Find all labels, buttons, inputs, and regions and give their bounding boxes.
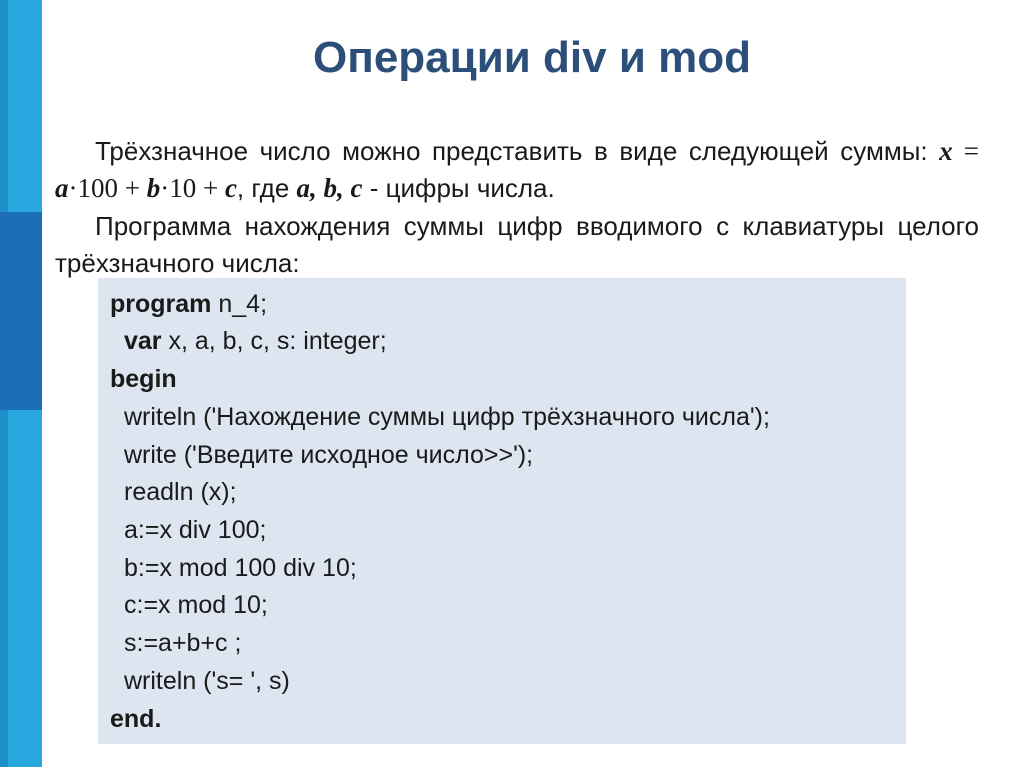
formula-x: x bbox=[939, 136, 953, 166]
code-keyword-var: var bbox=[124, 327, 162, 355]
code-line-11: writeln ('s= ', s) bbox=[124, 667, 290, 695]
formula-c: c bbox=[224, 173, 237, 203]
para1-text-after: - цифры числа. bbox=[362, 173, 555, 203]
code-line-1 bbox=[110, 289, 267, 319]
formula-mul1: ·100 + bbox=[68, 173, 147, 203]
code-line-3 bbox=[110, 364, 177, 394]
code-line-7: a:=x div 100; bbox=[124, 516, 267, 544]
left-accent-block bbox=[0, 212, 42, 410]
code-line-2 bbox=[124, 326, 387, 356]
para1-vars-text: a, b, c bbox=[296, 173, 363, 203]
para1-vars bbox=[297, 173, 363, 203]
para2-text: Программа нахождения суммы цифр вводимого с клавиатуры целого трёхзначного числа: bbox=[55, 211, 979, 278]
code-keyword-program: program bbox=[110, 290, 212, 318]
formula-mul2: ·10 + bbox=[160, 173, 225, 203]
slide-title: Операции div и mod bbox=[313, 33, 751, 82]
para1-text-mid: , где bbox=[236, 173, 297, 203]
formula-b: b bbox=[146, 173, 161, 203]
formula-eq: = bbox=[952, 136, 979, 166]
para1-text-before: Трёхзначное число можно представить в виде следующей суммы: bbox=[95, 136, 940, 166]
code-line-8: b:=x mod 100 div 10; bbox=[124, 554, 357, 582]
code-line-9: c:=x mod 10; bbox=[124, 591, 268, 619]
code-keyword-begin: begin bbox=[110, 365, 177, 393]
paragraph-program-intro bbox=[55, 208, 979, 282]
paragraph-number-representation bbox=[55, 133, 979, 207]
code-line-1-rest: n_4; bbox=[211, 290, 268, 318]
code-line-10: s:=a+b+c ; bbox=[124, 629, 242, 657]
formula-a: a bbox=[55, 173, 69, 203]
code-keyword-end: end. bbox=[110, 705, 162, 733]
code-line-4: writeln ('Нахождение суммы цифр трёхзначного числа'); bbox=[124, 403, 770, 431]
code-line-6: readln (x); bbox=[124, 478, 237, 506]
code-line-12 bbox=[110, 704, 161, 734]
code-line-2-rest: x, a, b, c, s: integer; bbox=[161, 327, 387, 355]
code-line-5: write ('Введите исходное число>>'); bbox=[124, 441, 534, 469]
